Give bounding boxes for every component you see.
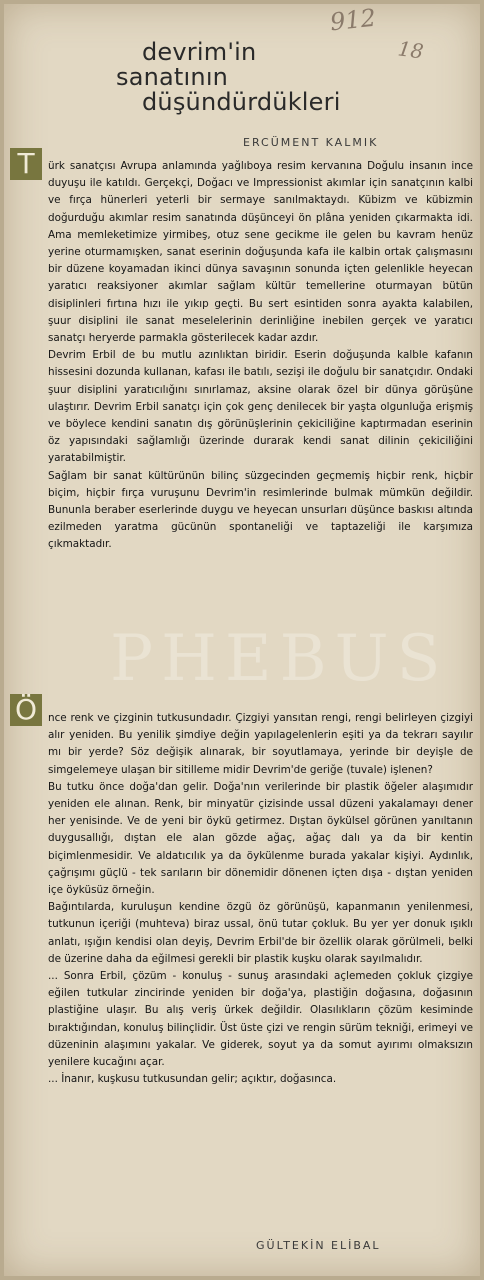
paragraph: ürk sanatçısı Avrupa anlamında yağlıboya resim kervanına Doğulu insanın ince duyuşu ile katıldı. Gerçekçi, Doğacı ve Impressionist akımlar için sanatçının kalbi ve fırça hünerleri yeterli bir sermaye sanılmaktaydı. Kübizm ve kübizmin doğurduğu akımlar resim sanatında düşünceyi ön plâna yeniden çıkarmakta idi. Ama memleketimize yirmibeş, otuz sene gecikme ile gelen bu kavram henüz yerine oturmamışken, sanat eserinin doğuşunda kafa ile kalbin ortak çalışmasını bir düzene koyamadan ikinci dünya savaşının sonunda içten gelenlikle heyecan yaratıcı reaksiyoner akımlar sağlam kültür temellerine oturmayan bütün disiplinleri fırtına hızı ile yıkıp geçti. Bu sert esintiden sonra ayakta kalabilen, şuur disiplini ile sanat meselelerinin derinliğine inebilen gerçek ve yaratıcı sanatçı heryerde parmakla gösterilecek kadar azdır. [48, 160, 473, 345]
paragraph: Bağıntılarda, kuruluşun kendine özgü öz görünüşü, kapanmanın yenilenmesi, tutkunun içeriği (muhteva) biraz ussal, önü tutar çokluk. Bu yer yer donuk ışıklı anlatı, ışığın kendisi olan deyiş, Devrim Erbil'de bir özellik olarak görülmeli, belki de üzerine daha da eğilmesi gerekli bir plastik kuşku olarak sayılmalıdır. [48, 901, 473, 965]
author-name-bottom: GÜLTEKİN ELİBAL [256, 1239, 381, 1252]
paragraph: Devrim Erbil de bu mutlu azınlıktan biridir. Eserin doğuşunda kalble kafanın hissesini dozunda kullanan, kafası ile batılı, sezişi ile doğulu bir sanatçıdır. Ondaki şuur disiplini yaratıcılığını sınırlamaz, aksine olarak özel bir dünya görüşüne ulaştırır. Devrim Erbil sanatçı için çok genç denilecek bir yaşta olgunluğa erişmiş ve böylece kendini sanatın dış görünüşlerinin çekiciliğine kaptırmadan eserinin öz yapısındaki sağlamlığı üzerinde durarak kendi sanat dilinin çekiciliğini yaratabilmiştir. [48, 349, 473, 465]
watermark: PHEBUS [110, 622, 449, 696]
dropcap-section-1: T [10, 148, 42, 180]
paragraph: ... İnanır, kuşkusu tutkusundan gelir; açıktır, doğasınca. [48, 1073, 337, 1086]
paragraph: ... Sonra Erbil, çözüm - konuluş - sunuş arasındaki açlemeden çokluk çizgiye eğilen tutkular zincirinde yeniden bir doğa'ya, plastiğin doğasına, doğasının plastiğine ulaşır. Bu alış veriş ürkek değildir. Olasılıkların çözüm kesiminde bıraktığından, konuluş bilinçlidir. Üst üste çizi ve rengin sürüm tekniği, erimeyi ve düzeninin alaşımını yakalar. Ve giderek, soyut ya da somut ayırımı olmaksızın yenilere kucağını açar. [48, 970, 473, 1069]
title-line-1: devrim'in [142, 38, 257, 66]
paragraph: Sağlam bir sanat kültürünün bilinç süzgecinden geçmemiş hiçbir renk, hiçbir biçim, hiçbir fırça vuruşunu Devrim'in resimlerinde bulmak mümkün değildir. Bununla beraber eserlerinde duygu ve heyecan unsurları düşünce baskısı altında ezilmeden yaratma gücünün spontaneliği ve taptazeliği ile karşımıza çıkmaktadır. [48, 469, 473, 551]
title-line-3: düşündürdükleri [142, 88, 341, 116]
author-name-top: ERCÜMENT KALMIK [243, 136, 379, 149]
paragraph: nce renk ve çizginin tutkusundadır. Çizgiyi yansıtan rengi, rengi belirleyen çizgiyi alır yeniden. Bu yenilik şimdiye değin yapılagelenlerin eşiti ya da tekrarı sayılır mı bir yerde? Söz değişik alınarak, bir soyutlamaya, yerinde bir deyişle de simgelemeye ulaşan bir sitilleme midir Devrim'de geriğe (tuvale) işlenen? [48, 712, 473, 776]
article-section-1 [48, 158, 473, 554]
article-title [110, 40, 450, 115]
dropcap-section-2: Ö [10, 694, 42, 726]
title-line-2: sanatının [116, 63, 229, 91]
article-section-2 [48, 710, 473, 1088]
handwritten-number: 912 [328, 3, 378, 37]
paragraph: Bu tutku önce doğa'dan gelir. Doğa'nın verilerinde bir plastik öğeler alaşımıdır yeniden ele alınan. Renk, bir minyatür çizisinde ussal düzeni yakalamayı dener her yenisinde. Ve de yeni bir öykü getirmez. Dıştan öykülsel görünen yanıltanın duygusallığı, dıştan ele alan gözde ağaç, ağaç dalı ya da bir kentin biçimlenmesidir. Ve aldatıcılık ya da öykülenme burada yakalar kişiyi. Aydınlık, çağrışımı güçlü - tek sarıların bir dönemidir dönenen içten dışa - dıştan yeniden içe öyküsüz örneğin. [48, 780, 473, 897]
handwritten-number-secondary: 18 [396, 36, 425, 64]
